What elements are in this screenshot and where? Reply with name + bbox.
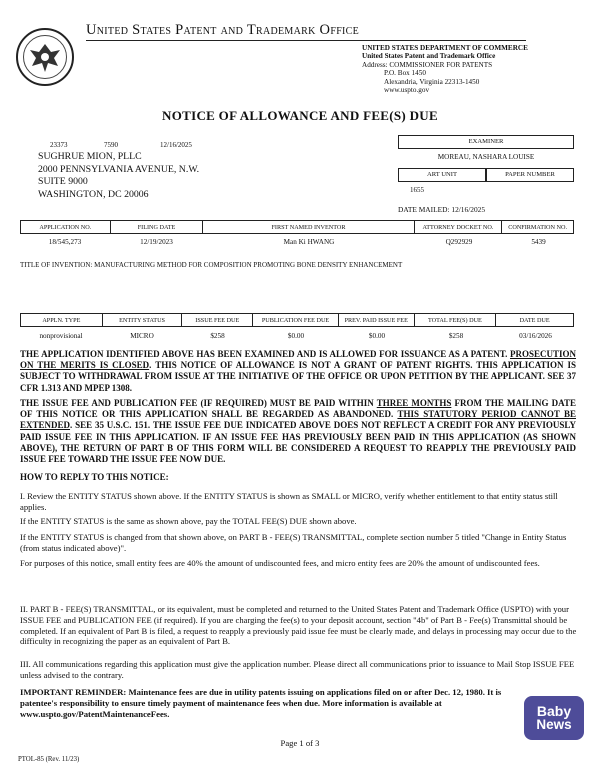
customer-number: 23373 bbox=[50, 141, 68, 149]
fee-table-row bbox=[20, 332, 574, 340]
attorney-docket-number: Q292929 bbox=[445, 238, 473, 246]
allowance-paragraph: THE APPLICATION IDENTIFIED ABOVE HAS BEEN EXAMINED AND IS ALLOWED FOR ISSUANCE AS A PATENT. PROSECUTION ON THE MERITS IS CLOSED. THIS NOTICE OF ALLOWANCE IS NOT A GRANT OF PATENT RIGHTS. THIS APPLICATION IS SUBJECT TO WITHDRAWAL FROM ISSUE AT THE INITIATIVE OF THE OFFICE OR UPON PETITION BY THE APPLICANT. SEE 37 CFR 1.313 AND MPEP 1308. bbox=[20, 349, 576, 393]
application-number: 18/545,273 bbox=[48, 238, 82, 246]
babynews-watermark: Baby News bbox=[524, 696, 584, 740]
section-1-paragraph-3: If the ENTITY STATUS is changed from that shown above, on PART B - FEE(S) TRANSMITTAL, complete section number 5 titled "Change in Entity Status (from status indicated above)". bbox=[20, 532, 567, 553]
addressee-line-3: SUITE 9000 bbox=[38, 176, 88, 188]
date-due: 03/16/2026 bbox=[519, 332, 552, 340]
app-header-cell: APPLICATION NO. bbox=[21, 221, 111, 233]
prosecution-closed-text: PROSECUTION ON THE MERITS IS CLOSED bbox=[20, 349, 576, 371]
page-number: Page 1 of 3 bbox=[280, 738, 320, 748]
code-number: 7590 bbox=[104, 141, 118, 149]
entity-status: MICRO bbox=[130, 332, 154, 340]
examiner-name: MOREAU, NASHARA LOUISE bbox=[437, 153, 535, 161]
addressee-block bbox=[38, 151, 199, 201]
issue-fee-due: $258 bbox=[210, 332, 225, 340]
title-of-invention: TITLE OF INVENTION: MANUFACTURING METHOD FOR COMPOSITION PROMOTING BONE DENSITY ENHANCEMENT bbox=[20, 261, 403, 269]
section-1-paragraph-4: For purposes of this notice, small entity fees are 40% the amount of undiscounted fees, and micro entity fees are 20% the amount of undiscounted fees. bbox=[20, 558, 540, 568]
fee-header-cell: PUBLICATION FEE DUE bbox=[253, 314, 339, 326]
fee-header-cell: PREV. PAID ISSUE FEE bbox=[339, 314, 415, 326]
total-fees-due: $258 bbox=[448, 332, 464, 340]
dept-line-1: UNITED STATES DEPARTMENT OF COMMERCE bbox=[362, 44, 528, 52]
dept-line-2: United States Patent and Trademark Office bbox=[362, 52, 496, 61]
confirmation-number: 5439 bbox=[531, 238, 546, 246]
application-table-row bbox=[20, 238, 574, 246]
dept-address-line-2: P.O. Box 1450 bbox=[384, 69, 426, 78]
date-mailed: DATE MAILED: 12/16/2025 bbox=[398, 205, 486, 214]
section-3-paragraph: III. All communications regarding this application must give the application number. Please direct all communications prior to issuance to Mail Stop ISSUE FEE unless advised to the contrary. bbox=[20, 659, 575, 680]
maintenance-fee-reminder: IMPORTANT REMINDER: Maintenance fees are due in utility patents issuing on applications filed on or after Dec. 12, 1980. It is patentee's responsibility to ensure timely payment of maintenance fees when due. More information is available at www.uspto.gov/PatentMaintenanceFees. bbox=[20, 687, 502, 720]
office-title: United States Patent and Trademark Office bbox=[86, 22, 360, 38]
statutory-period-text: THIS STATUTORY PERIOD CANNOT BE EXTENDED bbox=[20, 409, 576, 431]
how-to-reply-heading: HOW TO REPLY TO THIS NOTICE: bbox=[20, 472, 169, 482]
filing-date: 12/19/2023 bbox=[140, 238, 173, 246]
app-header-cell: FILING DATE bbox=[111, 221, 204, 233]
dept-website: www.uspto.gov bbox=[384, 86, 430, 95]
addressee-line-2: 2000 PENNSYLVANIA AVENUE, N.W. bbox=[38, 163, 200, 175]
application-type: nonprovisional bbox=[39, 332, 83, 340]
department-block bbox=[362, 44, 528, 94]
notice-title: NOTICE OF ALLOWANCE AND FEE(S) DUE bbox=[162, 108, 438, 123]
app-header-cell: CONFIRMATION NO. bbox=[508, 223, 568, 231]
section-2-paragraph: II. PART B - FEE(S) TRANSMITTAL, or its equivalent, must be completed and returned to the United States Patent and Trademark Office (USPTO) with your ISSUE FEE and PUBLICATION FEE (if required). If you are charging the fee(s) to your deposit account, section "4b" of Part B - Fee(s) Transmittal should be completed. If an equivalent of Part B is filed, a request to reapply a previously paid issue fee must be clearly made, and delays in processing may occur due to the difficulty in recognizing the paper as an equivalent of Part B. bbox=[20, 604, 577, 647]
fee-table-header bbox=[20, 313, 574, 327]
fee-header-cell: ISSUE FEE DUE bbox=[182, 314, 253, 326]
app-header-cell: ATTORNEY DOCKET NO. bbox=[415, 221, 503, 233]
section-1-paragraph-1: I. Review the ENTITY STATUS shown above. If the ENTITY STATUS is shown as SMALL or MICRO, verify whether entitlement to that entity status still applies. bbox=[20, 491, 558, 512]
form-identifier: PTOL-85 (Rev. 11/23) bbox=[18, 756, 80, 763]
first-named-inventor: Man Ki HWANG bbox=[283, 238, 335, 246]
three-months-text: THREE MONTHS bbox=[376, 398, 452, 408]
paper-number-label-box: PAPER NUMBER bbox=[486, 168, 574, 182]
dept-address-line-1: Address: COMMISSIONER FOR PATENTS bbox=[362, 60, 493, 69]
fee-header-cell: DATE DUE bbox=[519, 316, 550, 324]
fee-header-cell: ENTITY STATUS bbox=[103, 314, 183, 326]
fee-header-cell: TOTAL FEE(S) DUE bbox=[415, 314, 497, 326]
addressee-line-4: WASHINGTON, DC 20006 bbox=[38, 188, 149, 200]
dept-address-line-3: Alexandria, Virginia 22313-1450 bbox=[384, 77, 480, 86]
uspto-seal bbox=[16, 28, 74, 86]
app-header-cell: FIRST NAMED INVENTOR bbox=[203, 221, 414, 233]
notice-date: 12/16/2025 bbox=[160, 141, 192, 149]
fee-payment-paragraph: THE ISSUE FEE AND PUBLICATION FEE (IF REQUIRED) MUST BE PAID WITHIN THREE MONTHS FROM THE MAILING DATE OF THIS NOTICE OR THIS APPLICATION SHALL BE REGARDED AS ABANDONED. THIS STATUTORY PERIOD CANNOT BE EXTENDED. SEE 35 U.S.C. 151. THE ISSUE FEE DUE INDICATED ABOVE DOES NOT REFLECT A CREDIT FOR ANY PREVIOUSLY PAID ISSUE FEE IN THIS APPLICATION. IF AN ISSUE FEE HAS PREVIOUSLY BEEN PAID IN THIS APPLICATION (AS SHOWN ABOVE), THE RETURN OF PART B OF THIS FORM WILL BE CONSIDERED A REQUEST TO REAPPLY THE PREVIOUSLY PAID ISSUE FEE TOWARD THE ISSUE FEE NOW DUE. bbox=[20, 398, 576, 465]
prev-paid-issue-fee: $0.00 bbox=[368, 332, 386, 340]
art-unit-value: 1655 bbox=[410, 186, 424, 194]
header-rule bbox=[86, 40, 526, 41]
fee-header-cell: APPLN. TYPE bbox=[21, 314, 103, 326]
eagle-seal-icon bbox=[18, 30, 72, 84]
publication-fee-due: $0.00 bbox=[287, 332, 305, 340]
application-table-header bbox=[20, 220, 574, 234]
art-unit-label-box: ART UNIT bbox=[398, 168, 486, 182]
examiner-label-box: EXAMINER bbox=[398, 135, 574, 149]
section-1-paragraph-2: If the ENTITY STATUS is the same as shown above, pay the TOTAL FEE(S) DUE shown above. bbox=[20, 516, 357, 526]
addressee-line-1: SUGHRUE MION, PLLC bbox=[38, 151, 142, 162]
